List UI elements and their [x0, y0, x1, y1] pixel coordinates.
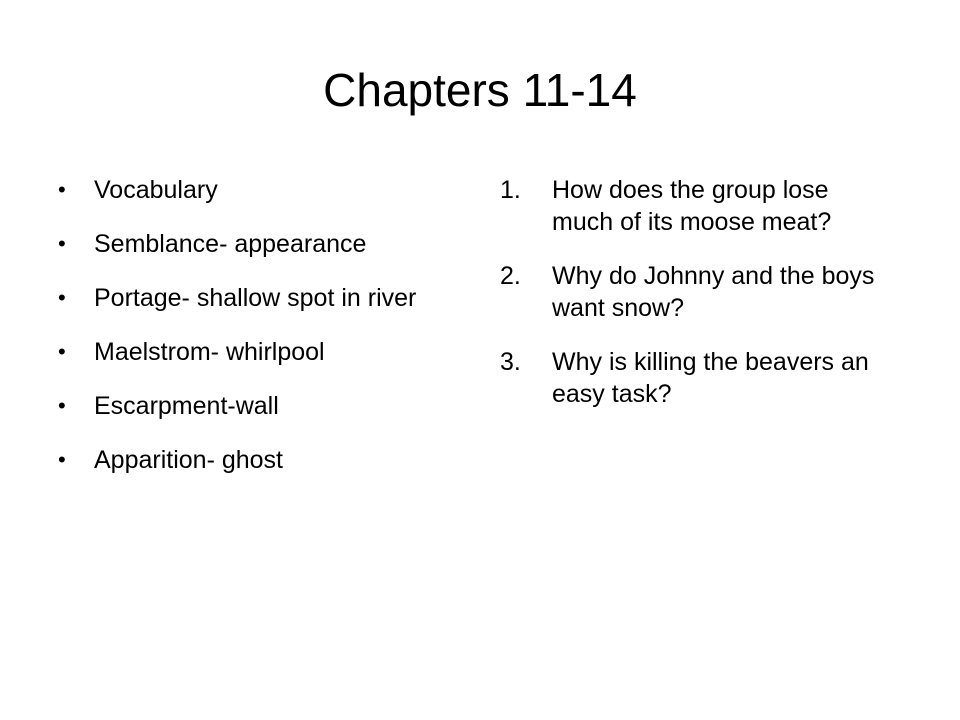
list-item [58, 174, 458, 206]
questions-column [500, 174, 880, 432]
questions-list [500, 174, 880, 410]
list-item [500, 346, 880, 410]
vocab-text: Portage- shallow spot in river [94, 284, 417, 312]
vocab-text: Escarpment-wall [94, 392, 279, 420]
question-text: Why do Johnny and the boys want snow? [552, 262, 875, 322]
vocab-text: Maelstrom- whirlpool [94, 338, 325, 366]
list-item [58, 390, 458, 422]
bullet-icon: • [58, 447, 66, 472]
list-item [58, 282, 458, 314]
vocab-text: Semblance- appearance [94, 230, 367, 258]
slide-title: Chapters 11-14 [323, 64, 637, 116]
vocabulary-column [58, 174, 458, 498]
list-item [500, 174, 880, 238]
list-item [58, 228, 458, 260]
list-item [58, 336, 458, 368]
bullet-icon: • [58, 177, 66, 202]
question-text: Why is killing the beavers an easy task? [552, 348, 869, 408]
bullet-icon: • [58, 231, 66, 256]
question-number: 3. [500, 348, 521, 376]
bullet-icon: • [58, 339, 66, 364]
list-item [58, 444, 458, 476]
question-number: 2. [500, 262, 521, 290]
vocabulary-list [58, 174, 458, 476]
question-number: 1. [500, 176, 521, 204]
list-item [500, 260, 880, 324]
vocab-text: Vocabulary [94, 176, 218, 204]
bullet-icon: • [58, 285, 66, 310]
question-text: How does the group lose much of its moose meat? [552, 176, 832, 236]
vocab-text: Apparition- ghost [94, 446, 284, 474]
bullet-icon: • [58, 393, 66, 418]
